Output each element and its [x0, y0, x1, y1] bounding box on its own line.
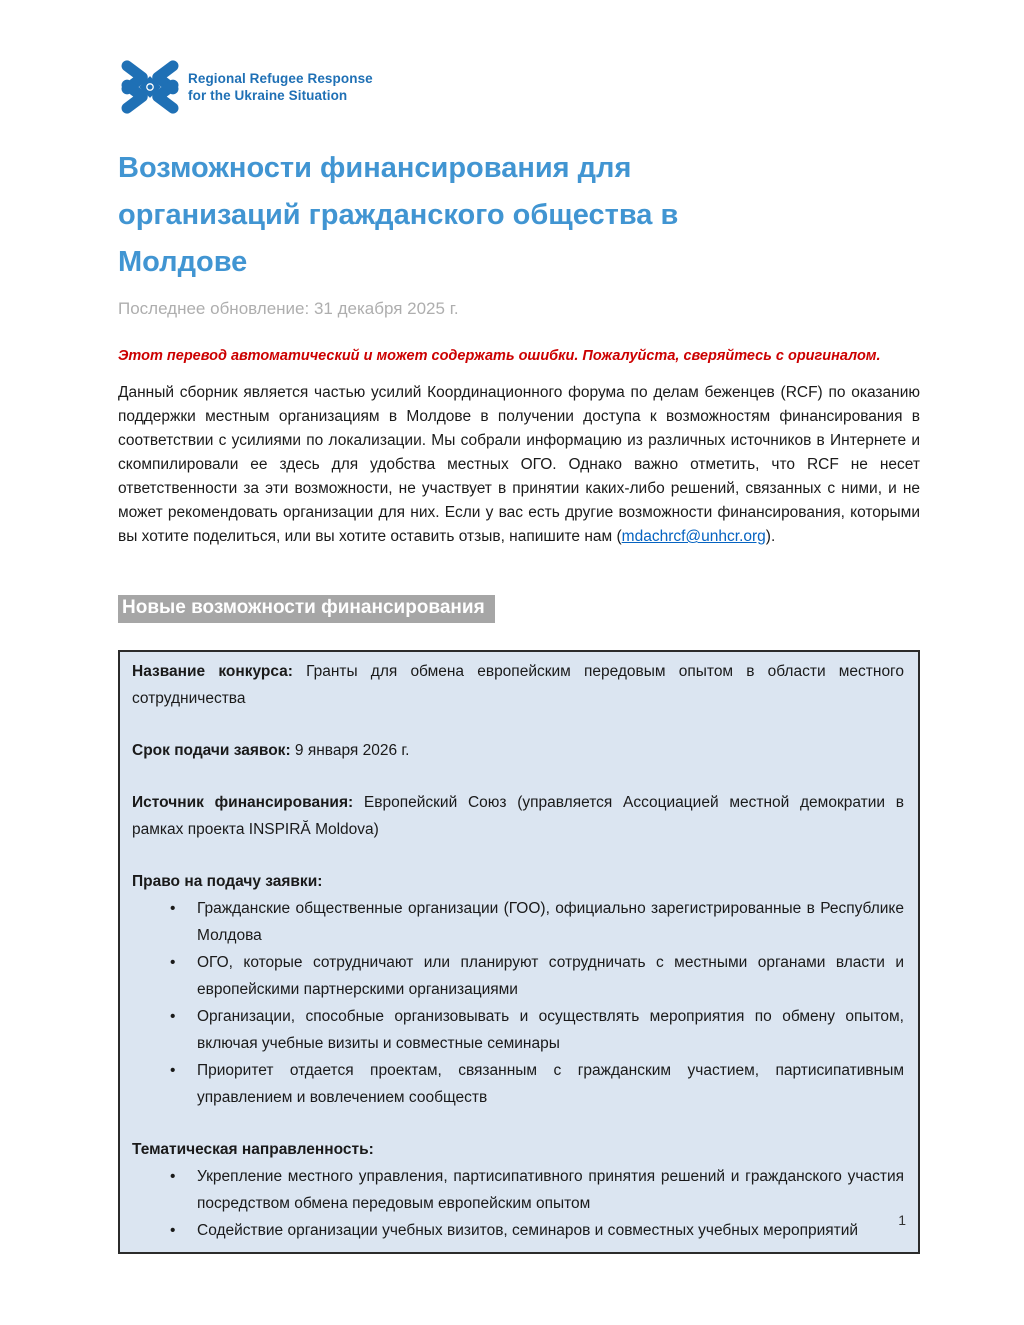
funding-source-value: Европейский Союз (управляется Ассоциацией местной демократии в рамках проекта INSPIRĂ Moldova)	[132, 794, 905, 838]
page-title: Возможности финансирования для организаций гражданского общества в Молдове	[118, 152, 679, 278]
list-item: • Содействие организации учебных визитов, семинаров и совместных учебных мероприятий	[132, 1217, 904, 1244]
funding-opportunity-card	[118, 650, 920, 1254]
logo	[118, 58, 920, 116]
deadline-value: 9 января 2026 г.	[294, 742, 410, 759]
thematic-heading: Тематическая направленность:	[132, 1141, 374, 1158]
funding-source-row	[132, 789, 904, 843]
deadline-row	[132, 737, 904, 764]
list-item: • Приоритет отдается проектам, связанным с гражданским участием, партисипативным управлением и вовлечением сообществ	[132, 1057, 904, 1111]
logo-line-2: for the Ukraine Situation	[188, 88, 348, 103]
page-number: 1	[898, 1212, 906, 1228]
contact-email-link[interactable]: mdachrcf@unhcr.org	[621, 528, 766, 545]
logo-line-1: Regional Refugee Response	[188, 71, 373, 86]
contest-name-row	[132, 658, 904, 712]
deadline-label: Срок подачи заявок:	[132, 742, 291, 759]
contest-name-value: Гранты для обмена европейским передовым опытом в области местного сотрудничества	[132, 663, 904, 707]
intro-paragraph	[118, 381, 920, 549]
section-header-new-funding: Новые возможности финансирования	[118, 595, 495, 623]
thematic-list	[132, 1163, 904, 1244]
logo-text	[188, 70, 373, 104]
contest-name-label: Название конкурса:	[132, 663, 293, 680]
list-item: • ОГО, которые сотрудничают или планируют сотрудничать с местными органами власти и европейскими партнерскими организациями	[132, 949, 904, 1003]
funding-source-label: Источник финансирования:	[132, 794, 354, 811]
intro-text-after-link: ).	[765, 528, 776, 545]
intro-text-before-link: Данный сборник является частью усилий Координационного форума по делам беженцев (RCF) по оказанию поддержки местным организациям в Молдове в получении доступа к возможностям финансирования в соответствии с усилиями по локализации. Мы собрали информацию из различных источников в Интернете и скомпилировали ее здесь для удобства местных ОГО. Однако важно отметить, что RCF не несет ответственности за эти возможности, не участвует в принятии каких-либо решений, связанных с ними, и не может рекомендовать организации для них. Если у вас есть другие возможности финансирования, которыми вы хотите поделиться, или вы хотите оставить отзыв, напишите нам (	[118, 384, 920, 545]
eligibility-heading: Право на подачу заявки:	[132, 873, 323, 890]
list-item: • Организации, способные организовывать и осуществлять мероприятия по обмену опытом, включая учебные визиты и совместные семинары	[132, 1003, 904, 1057]
last-updated: Последнее обновление: 31 декабря 2025 г.	[118, 299, 459, 318]
list-item: • Укрепление местного управления, партисипативного принятия решений и гражданского участия посредством обмена передовым европейским опытом	[132, 1163, 904, 1217]
eligibility-list	[132, 895, 904, 1111]
rrp-x-mark-icon	[118, 58, 182, 116]
list-item: • Гражданские общественные организации (ГОО), официально зарегистрированные в Республике Молдова	[132, 895, 904, 949]
translation-disclaimer: Этот перевод автоматический и может содержать ошибки. Пожалуйста, сверяйтесь с оригиналом.	[118, 348, 881, 364]
